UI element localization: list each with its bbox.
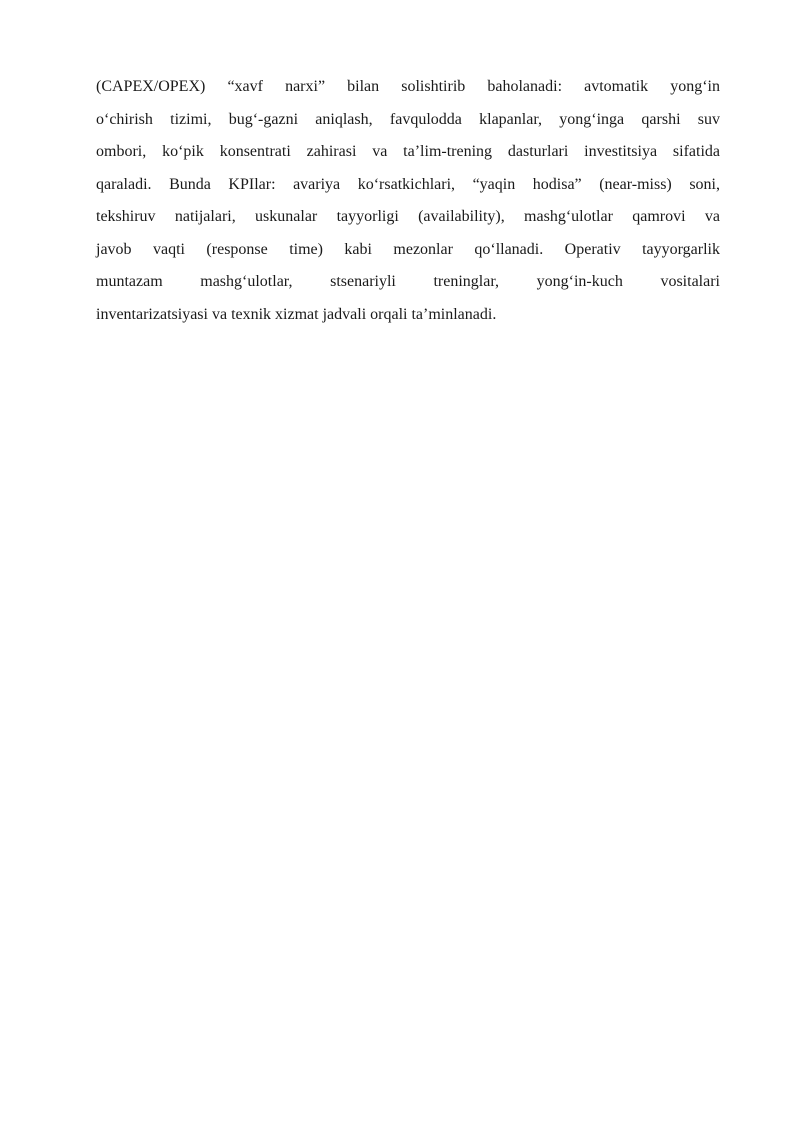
paragraph-line: o‘chirish tizimi, bug‘-gazni aniqlash, favqulodda klapanlar, yong‘inga qarshi suv — [96, 110, 720, 128]
paragraph-line: muntazam mashg‘ulotlar, stsenariyli treninglar, yong‘in-kuch vositalari — [96, 273, 720, 290]
paragraph-line: qaraladi. Bunda KPIlar: avariya ko‘rsatkichlari, “yaqin hodisa” (near-miss) soni, — [96, 175, 720, 193]
paragraph-line: tekshiruv natijalari, uskunalar tayyorligi (availability), mashg‘ulotlar qamrovi va — [96, 208, 720, 225]
paragraph-line: ombori, ko‘pik konsentrati zahirasi va ta’lim-trening dasturlari investitsiya sifatida — [96, 143, 720, 160]
paragraph-line: javob vaqti (response time) kabi mezonlar qo‘llanadi. Operativ tayyorgarlik — [96, 240, 720, 258]
body-paragraph — [96, 71, 720, 331]
paragraph-line: (CAPEX/OPEX) “xavf narxi” bilan solishtirib baholanadi: avtomatik yong‘in — [96, 78, 720, 95]
paragraph-line: inventarizatsiyasi va texnik xizmat jadvali orqali ta’minlanadi. — [96, 305, 497, 323]
